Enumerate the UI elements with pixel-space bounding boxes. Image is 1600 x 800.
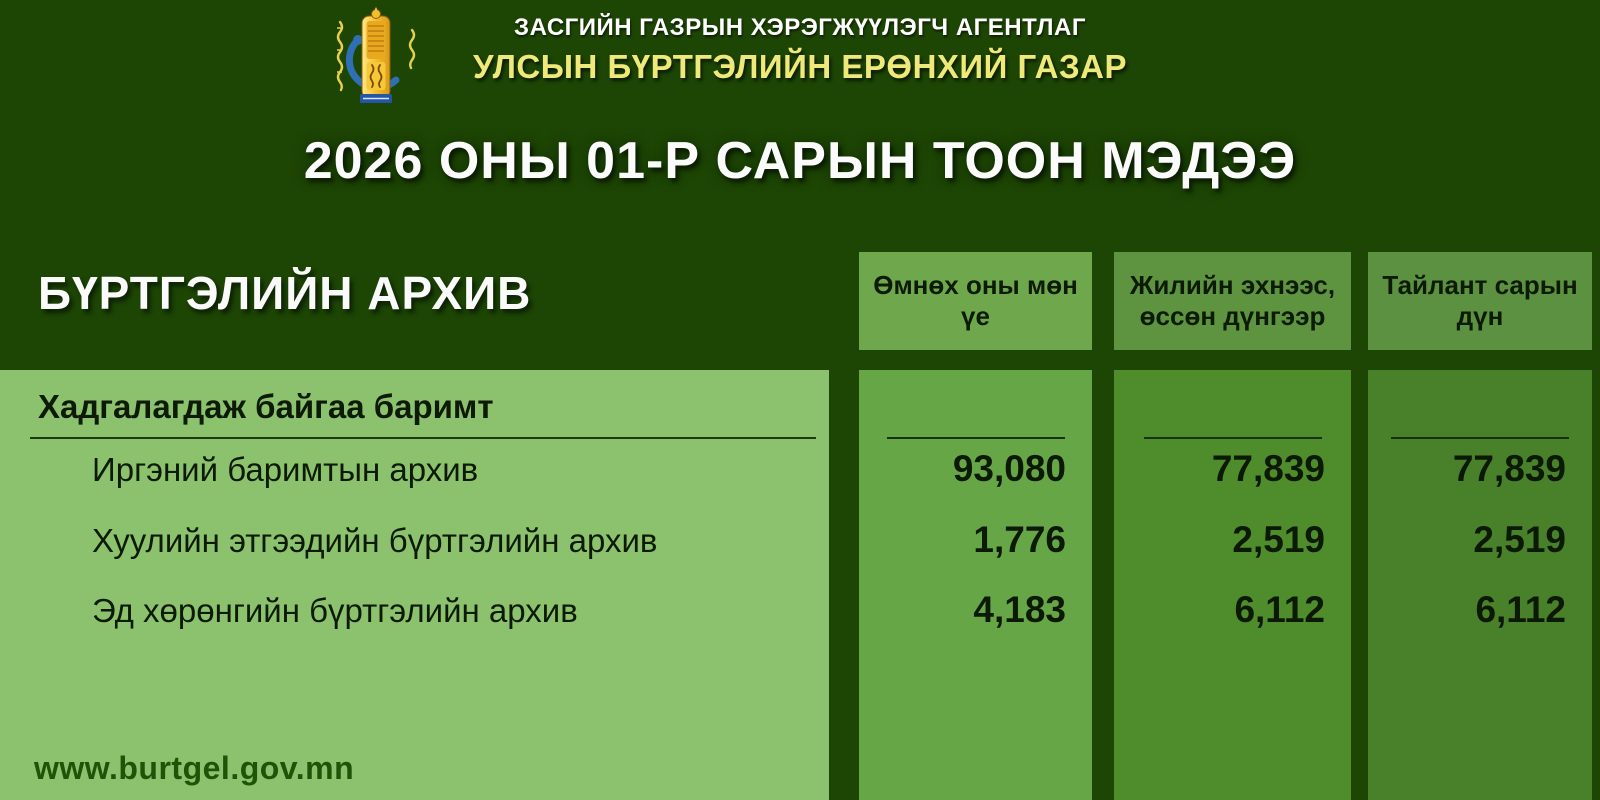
value-cell: 6,112 [1234, 589, 1325, 630]
agency-header [0, 14, 1600, 86]
agency-name-line2: УЛСЫН БҮРТГЭЛИЙН ЕРӨНХИЙ ГАЗАР [472, 48, 1127, 85]
divider-line [30, 437, 816, 439]
value-cell: 2,519 [1232, 519, 1325, 560]
value-column-report-month [1368, 370, 1592, 800]
row-label-legal-entity-archive: Хуулийн этгээдийн бүртгэлийн архив [92, 522, 658, 559]
value-cell: 6,112 [1475, 589, 1566, 630]
section-title: БҮРТГЭЛИЙН АРХИВ [38, 267, 532, 319]
column-header-previous-year: Өмнөх оны мөн үе [859, 252, 1092, 350]
value-cell: 1,776 [973, 519, 1066, 560]
column-header-year-to-date: Жилийн эхнээс, өссөн дүнгээр [1114, 252, 1351, 350]
column-header-report-month: Тайлант сарын дүн [1368, 252, 1592, 350]
divider-line [887, 437, 1065, 439]
report-title: 2026 ОНЫ 01-Р САРЫН ТООН МЭДЭЭ [303, 132, 1297, 190]
agency-name-line1: ЗАСГИЙН ГАЗРЫН ХЭРЭГЖҮҮЛЭГЧ АГЕНТЛАГ [514, 14, 1086, 41]
value-cell: 77,839 [1211, 448, 1325, 489]
divider-line [1144, 437, 1322, 439]
row-label-property-archive: Эд хөрөнгийн бүртгэлийн архив [92, 592, 578, 629]
value-cell: 4,183 [973, 589, 1066, 630]
value-cell: 77,839 [1452, 448, 1566, 489]
website-url: www.burtgel.gov.mn [34, 750, 355, 786]
value-cell: 2,519 [1473, 519, 1566, 560]
value-column-previous-year [859, 370, 1092, 800]
divider-line [1391, 437, 1569, 439]
row-label-civil-archive: Иргэний баримтын архив [92, 451, 479, 488]
value-column-year-to-date [1114, 370, 1351, 800]
group-row-label: Хадгалагдаж байгаа баримт [38, 388, 494, 425]
value-cell: 93,080 [952, 448, 1066, 489]
row-labels-panel [0, 370, 829, 800]
